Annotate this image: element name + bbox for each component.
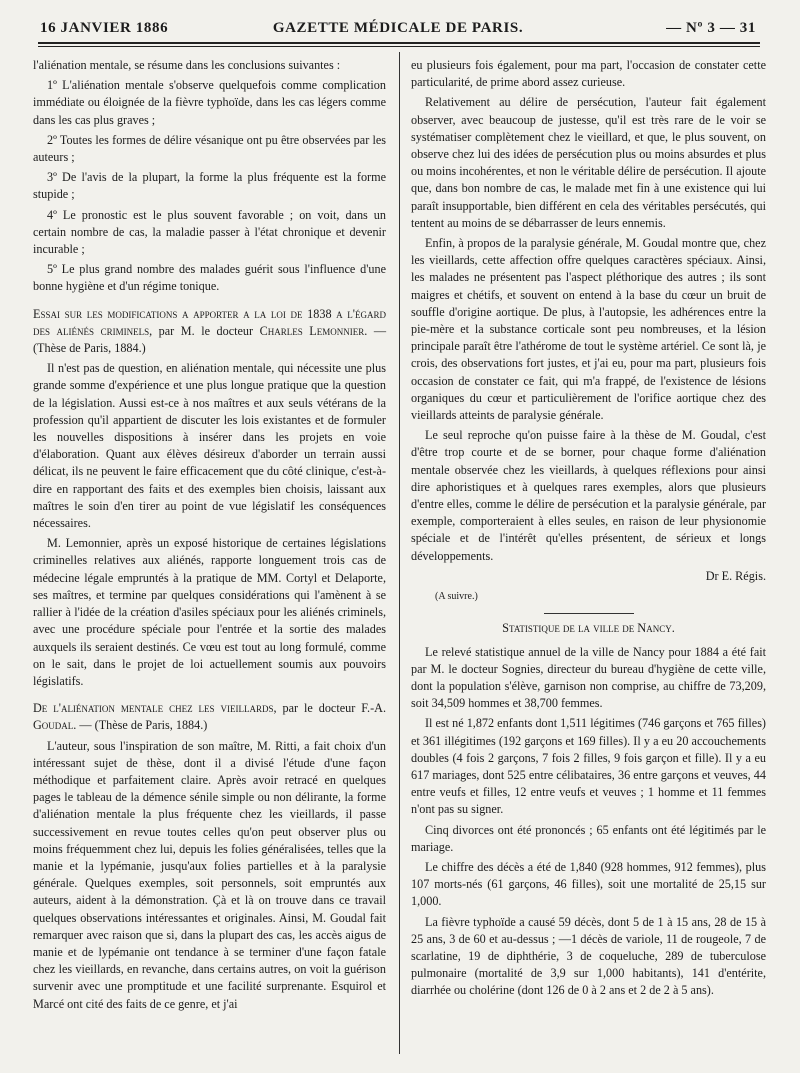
author-signature: Dr E. Régis. [705, 568, 766, 583]
heading-reference: — (Thèse de Paris, 1884.) [33, 323, 387, 356]
intro-paragraph: l'aliénation mentale, se résume dans les conclusions suivantes : [33, 58, 341, 72]
heading-title: De l'aliénation mentale chez les vieillards, [33, 701, 277, 716]
section-divider [544, 613, 634, 614]
body-paragraph: Le seul reproche qu'on puisse faire à la thèse de M. Goudal, c'est d'être trop courte et de se borner, pour chaque forme d'aliénation mentale observée chez les vieillards, à quelques réflexions pour ainsi dire aphoristiques et à quelques rares exemples, alors que plusieurs d'entre elles, comme le délire de persécution et la paralysie générale, par exemple, comporteraient à elles seules, en raison de leur physionomie spéciale et de l'intérêt qu'elles présentent, de sérieux et longs développements. [411, 428, 766, 563]
statistics-heading: Statistique de la ville de Nancy. [502, 621, 675, 636]
body-paragraph: L'auteur, sous l'inspiration de son maître, M. Ritti, a fait choix d'un intéressant sujet de thèse, dont il a divisé l'étude d'une façon méthodique et parfaitement claire. Après avoir retracé en quelques pages le tableau de la démence sénile simple ou non délirante, la forme d'aliénation mentale la plus fréquente chez les vieillards, il passe successivement en revue toutes celles qu'on peut observer plus ou moins fréquemment chez lui, depuis les folies généralisées, telles que la manie et la lypémanie, jusqu'aux folies partielles et à la paralysie générale. Quelques exemples, soit personnels, soit empruntés aux auteurs, aident à la démonstration. Çà et là on trouve dans ce travail quelques observations intéressantes et originales. Ainsi, M. Goudal fait remarquer avec raison que si, dans la plupart des cas, les accès aigus de manie et de lypémanie ont tendance à se terminer d'une façon fatale chez les vieillards, en revanche, dans certains autres, on voit la guérison survenir avec une promptitude et une facilité surprenante. Esquirol et Marcé ont cité des faits de ce genre, et j'ai [33, 738, 386, 1011]
heading-title: Essai sur les modifications a apporter a la loi de [33, 306, 303, 321]
issue-date: 16 JANVIER 1886 [40, 20, 169, 36]
heading-title-cont: a l'égard des aliénés criminels, [33, 306, 386, 338]
right-column [411, 57, 766, 1003]
heading-by: par le docteur F.-A. [282, 701, 386, 716]
header-rule-thick [38, 42, 760, 44]
section-heading-goudal [33, 700, 386, 734]
heading-year: 1838 [307, 306, 332, 321]
heading-reference: — (Thèse de Paris, 1884.) [79, 718, 208, 733]
page-header [40, 20, 756, 40]
stat-paragraph: Le relevé statistique annuel de la ville de Nancy pour 1884 a été fait par M. le docteur Sognies, directeur du bureau d'hygiène de cette ville, dont la population s'élève, garnison non comprise, au chiffre de 73,209, soit 34,509 hommes et 38,700 femmes. [411, 644, 766, 711]
left-column [33, 57, 386, 1016]
stat-paragraph: La fièvre typhoïde a causé 59 décès, dont 5 de 1 à 15 ans, 28 de 15 à 25 ans, 3 de 60 et au-dessus ; —1 décès de variole, 11 de rougeole, 7 de scarlatine, 19 de diphthérie, 3 de coqueluche, 289 de tuberculose pulmonaire (mortalité de 3,9 sur 1,000 habitants), 141 d'entérite, diarrhée ou cholérine (dont 126 de 0 à 2 ans et 2 de 2 à 5 ans). [411, 914, 766, 998]
body-paragraph: Enfin, à propos de la paralysie générale, M. Goudal montre que, chez les vieillards, cette affection offre quelques caractères spéciaux. Ainsi, les malades ne présentent pas l'aspect pléthorique des autres ; ils sont maigres et chétifs, et souvent on entend à la base du cœur un bruit de souffle d'origine aortique. De plus, à l'autopsie, les adhérences entre la pie-mère et la substance corticale sont peu nombreuses, et la lésion principale paraît être l'athérome de tout le système artériel. Ce sont là, je crois, des observations fort justes, et j'ai eu, pour ma part, plusieurs fois occasion de constater ce fait, qui m'a frappé, de l'existence de lésions organiques du cœur et particulièrement de l'orifice aortique chez des vieillards atteints de paralysie générale. [411, 236, 766, 423]
stat-paragraph: Le chiffre des décès a été de 1,840 (928 hommes, 912 femmes), plus 107 morts-nés (61 garçons, 46 filles), soit une mortalité de 25,15 sur 1,000. [411, 859, 766, 909]
body-paragraph: M. Lemonnier, après un exposé historique de certaines législations criminelles relatives aux aliénés, rapporte longuement trois cas de médecine légale empruntés à la pratique de MM. Cortyl et Delaporte, ses maîtres, et termine par quelques considérations qui l'amènent à se rallier à l'idée de la création d'asiles spéciaux pour les aliénés criminels, avec une procédure spéciale pour l'entrée et la sortie des malades auxquels ils seraient destinés. Ce vœu est tout au long formulé, comme on le sait, dans le projet de loi actuellement soumis aux pouvoirs législatifs. [33, 536, 386, 688]
column-divider [399, 52, 400, 1054]
heading-by: par M. le docteur [158, 323, 254, 338]
conclusion-item: 1º L'aliénation mentale s'observe quelquefois comme complication immédiate ou éloignée de la fièvre typhoïde, dans les cas légers comme dans les cas plus graves ; [33, 78, 386, 127]
heading-author: Goudal. [33, 718, 77, 733]
issue-page-number: — Nº 3 — 31 [666, 20, 756, 36]
conclusion-item: 5º Le plus grand nombre des malades guérit sous l'influence d'une bonne hygiène et d'un régime tonique. [33, 262, 386, 294]
conclusion-item: 4º Le pronostic est le plus souvent favorable ; on voit, dans un certain nombre de cas, la maladie passer à l'état chronique et devenir incurable ; [33, 207, 386, 257]
heading-author: Charles Lemonnier. [259, 323, 368, 338]
conclusion-item: 2º Toutes les formes de délire vésanique ont pu être observées par les auteurs ; [33, 132, 386, 165]
section-heading-lemonnier [33, 306, 386, 358]
journal-title: GAZETTE MÉDICALE DE PARIS. [272, 20, 524, 36]
body-paragraph: Il n'est pas de question, en aliénation mentale, qui nécessite une plus grande somme d'expérience et une plus longue pratique que la question de la législation. Aussi est-ce à nos maîtres et aux seuls vétérans de la profession qu'il appartient de discuter les lois existantes et de formuler les nouvelles dispositions à insérer dans les projets en voie d'élaboration. Quant aux élèves désireux d'aborder un terrain aussi délicat, ils ne peuvent le faire efficacement que du côté clinique, c'est-à-dire en rapportant des faits et des exemples bien choisis, laissant aux maîtres le soin d'en tirer au point de vue législatif les conséquences nécessaires. [33, 361, 386, 531]
header-rule-thin [38, 46, 760, 47]
conclusion-item: 3º De l'avis de la plupart, la forme la plus fréquente est la forme stupide ; [33, 170, 386, 202]
continuation-paragraph: eu plusieurs fois également, pour ma part, l'occasion de constater cette particularité, de prime abord assez curieuse. [411, 58, 766, 90]
stat-paragraph: Cinq divorces ont été prononcés ; 65 enfants ont été légitimés par le mariage. [411, 822, 766, 854]
stat-paragraph: Il est né 1,872 enfants dont 1,511 légitimes (746 garçons et 765 filles) et 361 illégitimes (192 garçons et 169 filles). Il y a eu 20 accouchements doubles (4 fois 2 garçons, 7 fois 2 filles, 9 fois garçon et fille). Il y a eu 617 mariages, dont 525 entre célibataires, 36 entre garçons et veuves, 44 entre veufs et filles, 12 entre veufs et veuves ; 1 homme et 11 femmes n'ont pas su signer. [411, 716, 766, 817]
body-paragraph: Relativement au délire de persécution, l'auteur fait également observer, avec beaucoup de justesse, qu'il est très rare de le voir se systématiser complètement chez le vieillard, et que, le plus souvent, on observe chez lui des idées de persécution plus ou moins absurdes et plus ou moins incohérentes, et non le véritable délire de persécution. Il ajoute que, dans bon nombre de cas, le malade met fin à une existence qui lui paraît insupportable, bien différent en cela des véritables persécutés, qui tentent au moins de se débarrasser de leurs ennemis. [411, 95, 766, 230]
to-be-continued-note: (A suivre.) [435, 591, 478, 603]
